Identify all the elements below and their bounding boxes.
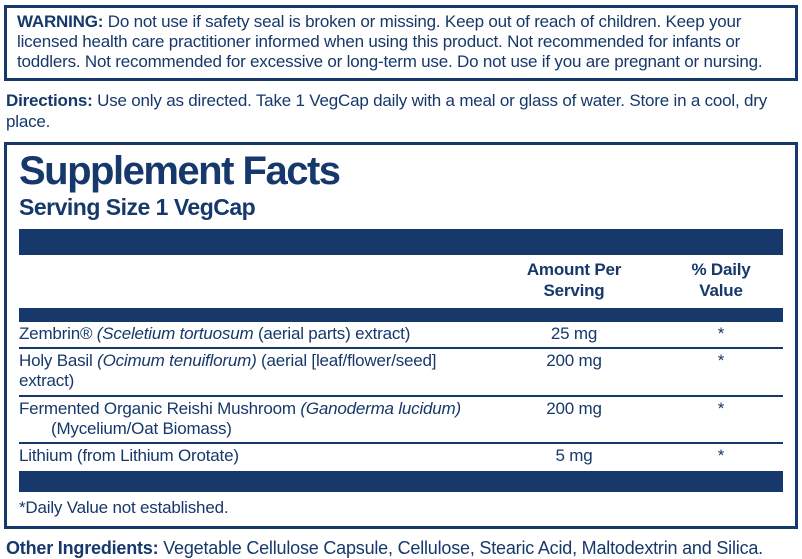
other-ingredients-label: Other Ingredients: <box>6 537 159 558</box>
ingredient-row-lithium <box>19 444 783 469</box>
divider-bar-thick-top <box>19 229 783 255</box>
directions-label: Directions: <box>6 91 93 111</box>
warning-label: WARNING: <box>17 12 104 31</box>
ingredient-row-zembrin <box>19 322 783 349</box>
divider-bar-thin <box>19 308 783 322</box>
daily-value-footnote: *Daily Value not established. <box>19 497 229 517</box>
ingredient-name: Lithium (from Lithium Orotate) <box>19 445 239 465</box>
warning-text: Do not use if safety seal is broken or missing. Keep out of reach of children. Keep your licensed health care practitioner informed when using this product. Not recommended for infants or toddlers. Not recommended for excessive or long-term use. Do not use if you are pregnant or nursing. <box>17 12 763 72</box>
column-header-row <box>19 255 783 308</box>
supplement-facts-panel <box>4 142 798 529</box>
ingredient-daily-value: * <box>717 445 725 465</box>
directions-text: Use only as directed. Take 1 VegCap daily with a meal or glass of water. Store in a cool, dry place. <box>6 91 768 131</box>
ingredient-name: Fermented Organic Reishi Mushroom (Ganoderma lucidum) (Mycelium/Oat Biomass) <box>19 399 489 439</box>
divider-bar-thick-bottom <box>19 471 783 492</box>
ingredient-name: Zembrin® (Sceletium tortuosum (aerial parts) extract) <box>19 324 411 344</box>
ingredient-name: Holy Basil (Ocimum tenuiflorum) (aerial [leaf/flower/seed] extract) <box>19 351 437 391</box>
warning-box <box>4 5 798 81</box>
ingredient-amount: 200 mg <box>546 351 602 371</box>
other-ingredients-text: Vegetable Cellulose Capsule, Cellulose, Stearic Acid, Maltodextrin and Silica. <box>163 537 763 558</box>
column-header-daily-value: % Daily Value <box>691 259 751 300</box>
ingredient-amount: 25 mg <box>550 324 598 344</box>
ingredient-row-reishi <box>19 397 783 444</box>
ingredient-row-holy-basil <box>19 349 783 396</box>
directions <box>6 91 798 132</box>
ingredient-daily-value: * <box>717 398 725 418</box>
other-ingredients <box>6 538 798 559</box>
supplement-facts-title: Supplement Facts <box>19 148 340 193</box>
ingredient-amount: 5 mg <box>555 445 593 465</box>
ingredient-amount: 200 mg <box>546 398 602 418</box>
ingredient-daily-value: * <box>717 351 725 371</box>
serving-size: Serving Size 1 VegCap <box>19 193 256 220</box>
ingredient-daily-value: * <box>717 324 725 344</box>
column-header-amount: Amount Per Serving <box>526 259 622 300</box>
ingredient-name-line2: (Mycelium/Oat Biomass) <box>51 418 232 438</box>
